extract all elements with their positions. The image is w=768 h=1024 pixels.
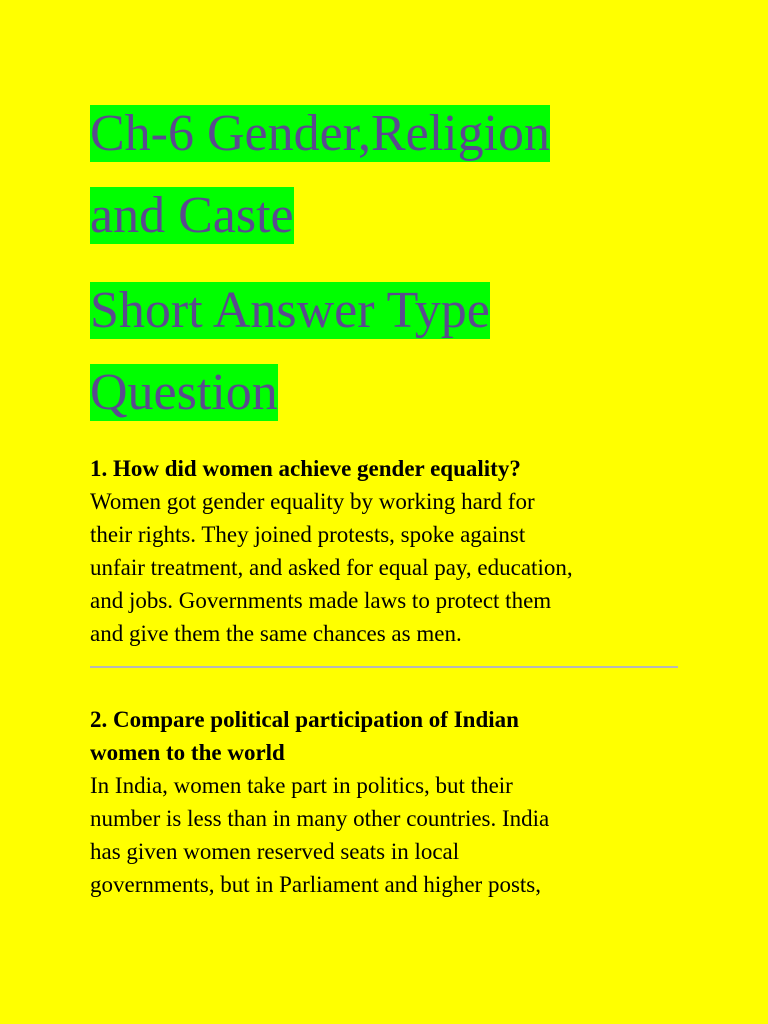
question-block-2 — [90, 703, 680, 901]
question-block-1 — [90, 452, 680, 650]
question-1: 1. How did women achieve gender equality? — [90, 456, 521, 481]
section-divider — [90, 666, 678, 668]
chapter-title — [90, 93, 650, 257]
section-heading-line-2: Question — [90, 364, 278, 421]
answer-2-line-1: In India, women take part in politics, but their — [90, 773, 513, 798]
question-2-line-1: 2. Compare political participation of Indian — [90, 707, 519, 732]
section-heading — [90, 270, 650, 434]
answer-1-line-1: Women got gender equality by working hard for — [90, 489, 535, 514]
answer-2-line-2: number is less than in many other countries. India — [90, 806, 550, 831]
chapter-title-line-2: and Caste — [90, 187, 294, 244]
section-heading-line-1: Short Answer Type — [90, 282, 490, 339]
answer-2-line-3: has given women reserved seats in local — [90, 839, 460, 864]
chapter-title-line-1: Ch-6 Gender,Religion — [90, 105, 551, 162]
answer-1-line-2: their rights. They joined protests, spoke against — [90, 522, 526, 547]
answer-1-line-5: and give them the same chances as men. — [90, 621, 462, 646]
answer-1-line-4: and jobs. Governments made laws to protect them — [90, 588, 552, 613]
answer-2-line-4: governments, but in Parliament and higher posts, — [90, 872, 541, 897]
answer-1-line-3: unfair treatment, and asked for equal pay, education, — [90, 555, 573, 580]
question-2-line-2: women to the world — [90, 740, 285, 765]
